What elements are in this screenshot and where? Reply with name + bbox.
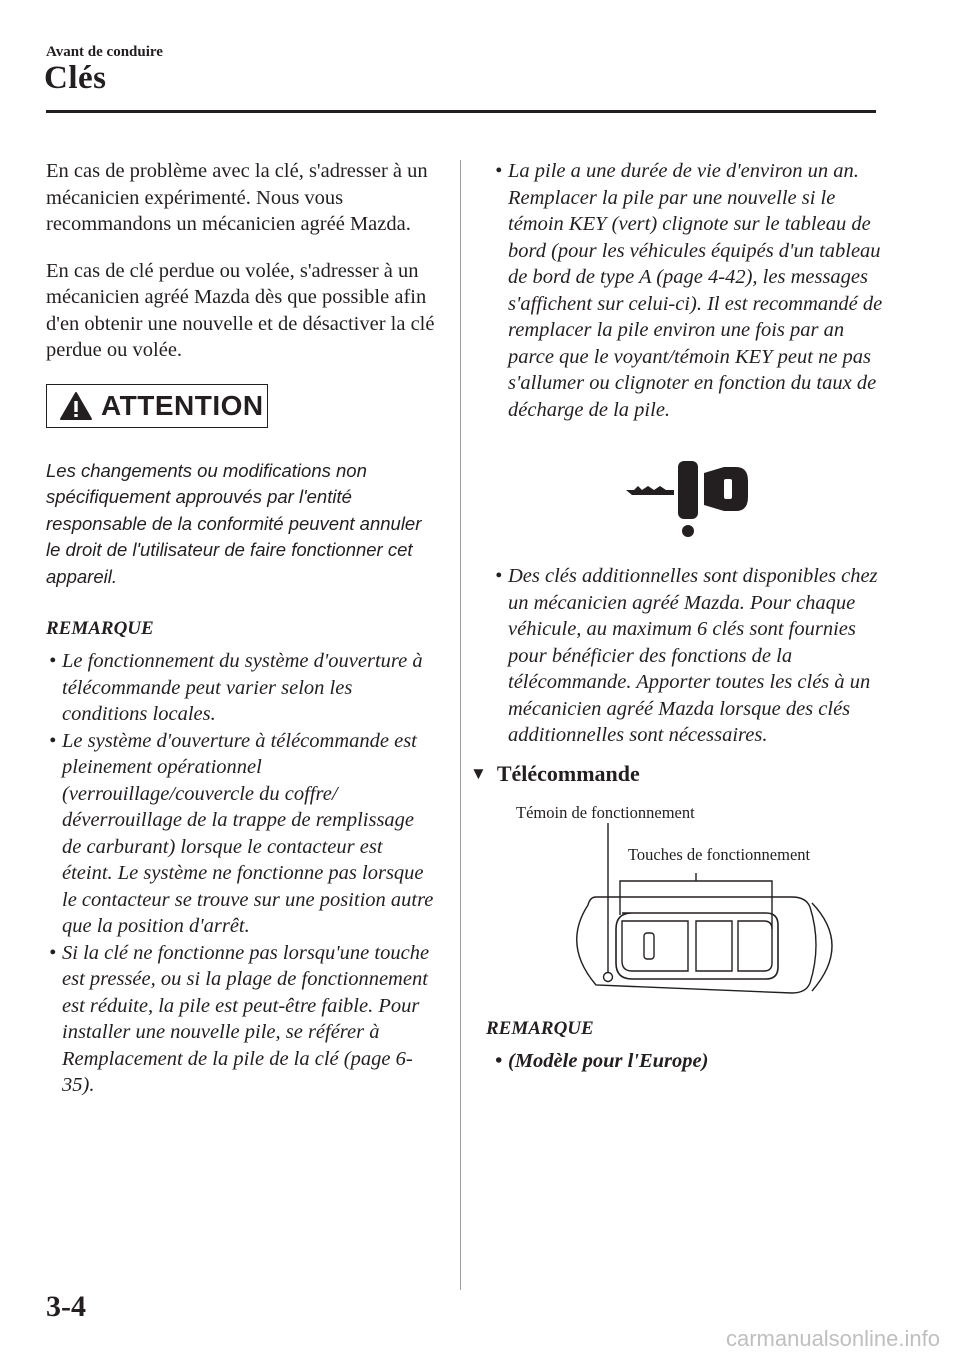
remote-key-diagram bbox=[492, 795, 872, 1010]
paragraph-problem: En cas de problème avec la clé, s'adresser à un mécanicien expérimenté. Nous vous recommandons un mécanicien agréé Mazda. bbox=[46, 160, 428, 235]
list-item: • Le fonctionnement du système d'ouverture à télécommande peut varier selon les conditions locales. bbox=[49, 650, 423, 725]
attention-box bbox=[46, 384, 268, 428]
page-title: Clés bbox=[44, 60, 107, 96]
label-indicator: Témoin de fonctionnement bbox=[516, 802, 695, 822]
attention-label: ATTENTION bbox=[101, 389, 264, 421]
list-item: • La pile a une durée de vie d'environ un an. Remplacer la pile par une nouvelle si le témoin KEY (vert) clignote sur le tableau de bord (pour les véhicules équipés d'un tableau de bord de type A (page 4-42), les messages s'affichent sur celui-ci). Il est recommandé de remplacer la pile environ une fois par an parce que le voyant/témoin KEY peut ne pas s'allumer ou clignoter en fonction du taux de décharge de la pile. bbox=[495, 160, 883, 421]
column-divider bbox=[460, 160, 461, 1290]
paragraph-lost-key: En cas de clé perdue ou volée, s'adresser à un mécanicien agréé Mazda dès que possible afin d'en obtenir une nouvelle et de désactiver la clé perdue ou volée. bbox=[46, 259, 435, 361]
list-item: • Si la clé ne fonctionne pas lorsqu'une touche est pressée, ou si la plage de fonctionnement est réduite, la pile est peut-être faible. Pour installer une nouvelle pile, se référer à Remplacement de la pile de la clé (page 6-35). bbox=[49, 941, 430, 1096]
battery-note bbox=[492, 158, 892, 423]
additional-keys-note bbox=[492, 563, 892, 749]
attention-text: Les changements ou modifications non spécifiquement approuvés par l'entité responsable de la conformité peuvent annuler le droit de l'utilisateur de faire fonctionner cet appareil. bbox=[46, 459, 422, 587]
remarque-list bbox=[46, 648, 438, 1099]
europe-note bbox=[492, 1048, 892, 1075]
remarque-heading: REMARQUE bbox=[46, 618, 154, 639]
watermark: carmanualsonline.info bbox=[725, 1326, 940, 1351]
right-column bbox=[470, 158, 892, 1074]
triangle-marker-icon: ▼ bbox=[470, 763, 487, 783]
subsection-title: Télécommande bbox=[496, 760, 640, 786]
list-item: • Des clés additionnelles sont disponibles chez un mécanicien agréé Mazda. Pour chaque véhicule, au maximum 6 clés sont fournies pour bénéficier des fonctions de la télécommande. Apporter toutes les clés à un mécanicien agréé Mazda lorsque des clés additionnelles sont nécessaires. bbox=[495, 565, 878, 746]
section-label: Avant de conduire bbox=[46, 44, 163, 60]
header-divider bbox=[46, 110, 876, 113]
list-item: • (Modèle pour l'Europe) bbox=[495, 1049, 709, 1072]
subsection-heading bbox=[470, 761, 892, 787]
left-column bbox=[46, 158, 438, 1099]
label-buttons: Touches de fonctionnement bbox=[628, 844, 811, 864]
list-item: • Le système d'ouverture à télécommande est pleinement opérationnel (verrouillage/couvercle du coffre/ déverrouillage de la trappe de remplissage de carburant) lorsque le contacteur est éteint. Le système ne fonctionne pas lorsque le contacteur se trouve sur une position autre que la position d'arrêt. bbox=[49, 729, 434, 937]
remote-key-illustration bbox=[492, 795, 872, 1010]
key-warning-icon bbox=[624, 459, 754, 541]
page-number: 3-4 bbox=[46, 1290, 86, 1323]
remarque-heading-2: REMARQUE bbox=[486, 1017, 594, 1039]
warning-triangle-icon bbox=[59, 391, 93, 421]
